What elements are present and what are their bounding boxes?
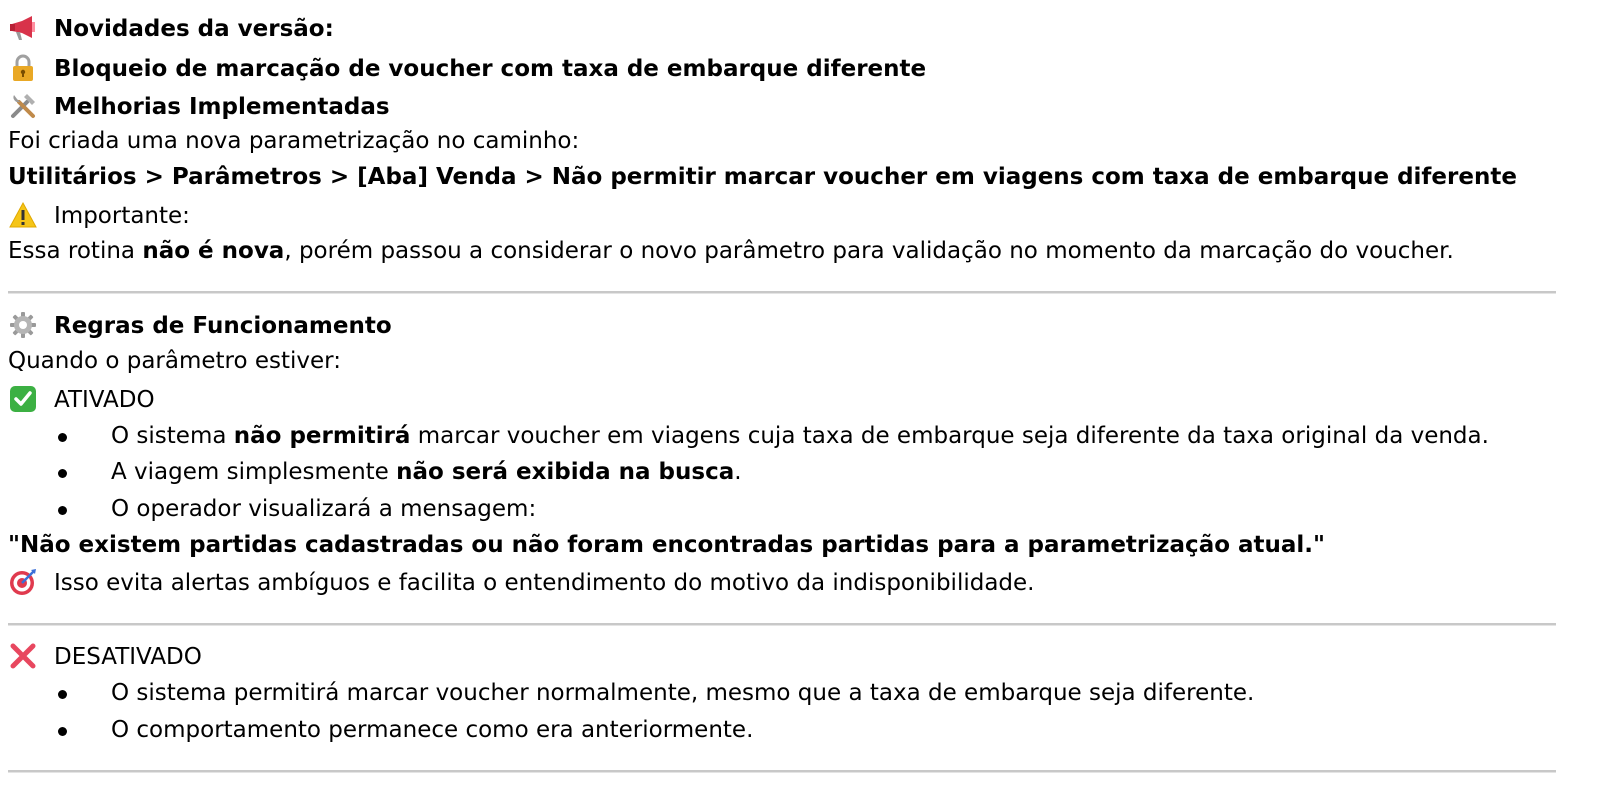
list-item-text: O sistema permitirá marcar voucher normalmente, mesmo que a taxa de embarque seja diferente. <box>111 680 1255 706</box>
routine-note-suffix: , porém passou a considerar o novo parâmetro para validação no momento da marcação do voucher. <box>284 238 1454 264</box>
routine-note-bold: não é nova <box>142 238 285 264</box>
divider <box>8 770 1556 773</box>
parameter-path: Utilitários > Parâmetros > [Aba] Venda > Não permitir marcar voucher em viagens com taxa de embarque diferente <box>8 164 1517 190</box>
routine-note <box>8 236 1454 266</box>
list-item-text <box>111 457 742 487</box>
rules-line <box>8 310 392 341</box>
path-intro: Foi criada uma nova parametrização no caminho: <box>8 128 580 154</box>
bullet-dot <box>58 727 67 736</box>
tools-icon <box>8 91 38 121</box>
list-item-text-bold: não permitirá <box>233 423 411 449</box>
list-item-text-post: marcar voucher em viagens cuja taxa de embarque seja diferente da taxa original da venda. <box>410 423 1489 449</box>
activated-label: ATIVADO <box>54 387 155 413</box>
list-item-text-bold: não será exibida na busca <box>396 459 735 485</box>
activated-line <box>8 384 155 415</box>
list-item-text-pre: O operador visualizará a mensagem: <box>111 496 537 522</box>
divider <box>8 291 1556 294</box>
list-item-text <box>111 421 1489 451</box>
feature-title: Bloqueio de marcação de voucher com taxa de embarque diferente <box>54 56 927 82</box>
rules-intro: Quando o parâmetro estiver: <box>8 348 341 374</box>
feature-line <box>8 53 926 84</box>
divider <box>8 623 1556 626</box>
rules-title: Regras de Funcionamento <box>54 313 392 339</box>
gear-icon <box>8 310 38 340</box>
release-title: Novidades da versão: <box>54 16 334 42</box>
release-title-line <box>8 13 334 44</box>
benefit-text: Isso evita alertas ambíguos e facilita o entendimento do motivo da indisponibilidade. <box>54 570 1035 596</box>
megaphone-icon <box>8 13 38 43</box>
list-item-text-post: . <box>734 459 742 485</box>
improvements-title: Melhorias Implementadas <box>54 94 390 120</box>
bullet-dot <box>58 690 67 699</box>
cross-icon <box>8 641 38 671</box>
warning-icon <box>8 200 38 230</box>
system-message: "Não existem partidas cadastradas ou não foram encontradas partidas para a parametrização atual." <box>8 532 1326 558</box>
improvements-line <box>8 91 390 122</box>
bullet-dot <box>58 469 67 478</box>
list-item-text-pre: O sistema <box>111 423 234 449</box>
list-item-text-pre: A viagem simplesmente <box>111 459 397 485</box>
target-icon <box>8 567 38 597</box>
bullet-dot <box>58 506 67 515</box>
list-item-text: O comportamento permanece como era anteriormente. <box>111 717 754 743</box>
bullet-dot <box>58 433 67 442</box>
benefit-line <box>8 567 1034 598</box>
list-item-text <box>111 494 536 524</box>
lock-icon <box>8 53 38 83</box>
deactivated-label: DESATIVADO <box>54 644 202 670</box>
routine-note-prefix: Essa rotina <box>8 238 143 264</box>
deactivated-line <box>8 641 202 672</box>
important-label: Importante: <box>54 203 190 229</box>
important-line <box>8 200 190 231</box>
check-icon <box>8 384 38 414</box>
